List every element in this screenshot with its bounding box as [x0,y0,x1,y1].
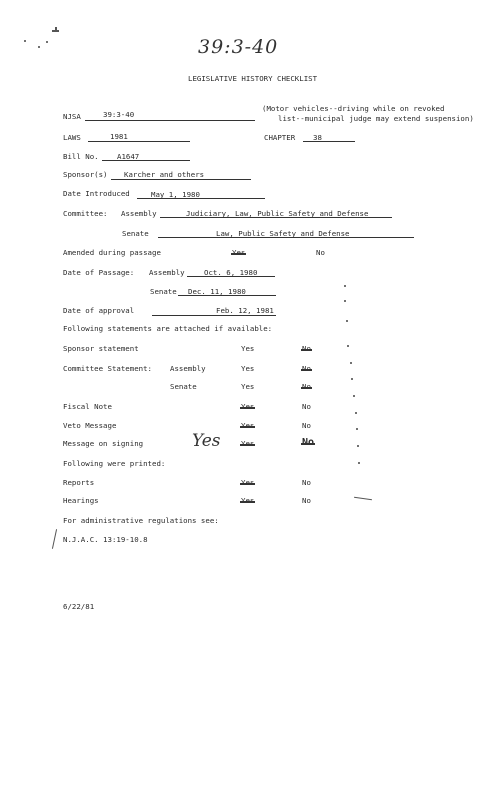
bill-underline [102,160,190,161]
scan-dot [351,378,353,380]
sponsor-statement-yes: Yes [241,344,255,353]
scan-dot [358,462,360,464]
scan-dot [344,285,346,287]
date-introduced-value: May 1, 1980 [151,190,200,199]
admin-reference: N.J.A.C. 13:19-10.8 [63,535,148,544]
scan-dot [38,46,40,48]
reports-label: Reports [63,478,95,487]
scan-dot [46,41,48,43]
sponsor-statement-label: Sponsor statement [63,344,139,353]
scan-dot [353,395,355,397]
passage-assembly-label: Assembly [149,268,185,277]
scan-mark [55,27,57,32]
committee-assembly-underline [160,217,392,218]
committee-label: Committee: [63,209,108,218]
pen-mark [52,529,57,549]
reports-yes: Yes [241,478,255,487]
date-introduced-underline [137,198,265,199]
sponsor-underline [111,179,251,180]
message-on-signing-handwritten-yes: Yes [192,431,221,451]
handwritten-code: 39:3-40 [198,36,279,58]
date-introduced-label: Date Introduced [63,189,130,198]
description-line-2: list--municipal judge may extend suspension) [278,114,474,123]
scan-dot [346,320,348,322]
committee-statement-senate: Senate [170,382,197,391]
reports-no: No [302,478,311,487]
veto-message-no: No [302,421,311,430]
pen-mark [354,497,372,500]
hearings-no: No [302,496,311,505]
njsa-label: NJSA [63,112,81,121]
committee-senate-label: Senate [122,229,149,238]
passage-senate-value: Dec. 11, 1980 [188,287,246,296]
sponsor-value: Karcher and others [124,170,205,179]
committee-senate-underline [158,237,414,238]
passage-senate-underline [178,295,276,296]
veto-message-label: Veto Message [63,421,117,430]
attached-heading: Following statements are attached if available: [63,324,273,333]
sponsor-label: Sponsor(s) [63,170,108,179]
laws-value: 1981 [110,132,128,141]
committee-assembly-value: Judiciary, Law, Public Safety and Defense [186,209,369,218]
chapter-value: 38 [313,133,322,142]
bill-value: A1647 [117,152,140,161]
scan-dot [24,40,26,42]
message-on-signing-label: Message on signing [63,439,144,448]
amended-no: No [316,248,325,257]
bill-label: Bill No. [63,152,99,161]
sponsor-statement-no: No [302,344,311,353]
committee-statement-assembly: Assembly [170,364,206,373]
fiscal-note-label: Fiscal Note [63,402,112,411]
chapter-underline [303,141,355,142]
committee-statement-senate-yes: Yes [241,382,255,391]
printed-heading: Following were printed: [63,459,166,468]
scan-dot [355,412,357,414]
passage-assembly-underline [187,276,275,277]
passage-senate-label: Senate [150,287,177,296]
committee-statement-senate-no: No [302,382,311,391]
hearings-label: Hearings [63,496,99,505]
fiscal-note-no: No [302,402,311,411]
committee-statement-assembly-no: No [302,364,311,373]
laws-label: LAWS [63,133,81,142]
scan-dot [350,362,352,364]
committee-statement-label: Committee Statement: [63,364,152,373]
scan-dot [356,428,358,430]
approval-underline [152,315,276,316]
amended-label: Amended during passage [63,248,161,257]
chapter-label: CHAPTER [264,133,296,142]
scan-dot [347,345,349,347]
footer-date: 6/22/81 [63,602,95,611]
message-on-signing-no: No [302,437,315,448]
hearings-yes: Yes [241,496,255,505]
message-on-signing-yes: Yes [241,439,255,448]
passage-assembly-value: Oct. 6, 1980 [204,268,258,277]
fiscal-note-yes: Yes [241,402,255,411]
veto-message-yes: Yes [241,421,255,430]
laws-underline [88,141,190,142]
admin-heading: For administrative regulations see: [63,516,219,525]
committee-statement-assembly-yes: Yes [241,364,255,373]
scan-dot [357,445,359,447]
description-line-1: (Motor vehicles--driving while on revoked [262,104,445,113]
njsa-underline [85,120,255,121]
amended-yes: Yes [232,248,246,257]
scan-dot [344,300,346,302]
committee-assembly-label: Assembly [121,209,157,218]
passage-label: Date of Passage: [63,268,135,277]
njsa-value: 39:3-40 [103,110,135,119]
page-title: LEGISLATIVE HISTORY CHECKLIST [188,74,318,83]
committee-senate-value: Law, Public Safety and Defense [216,229,350,238]
approval-value: Feb. 12, 1981 [216,306,274,315]
approval-label: Date of approval [63,306,135,315]
